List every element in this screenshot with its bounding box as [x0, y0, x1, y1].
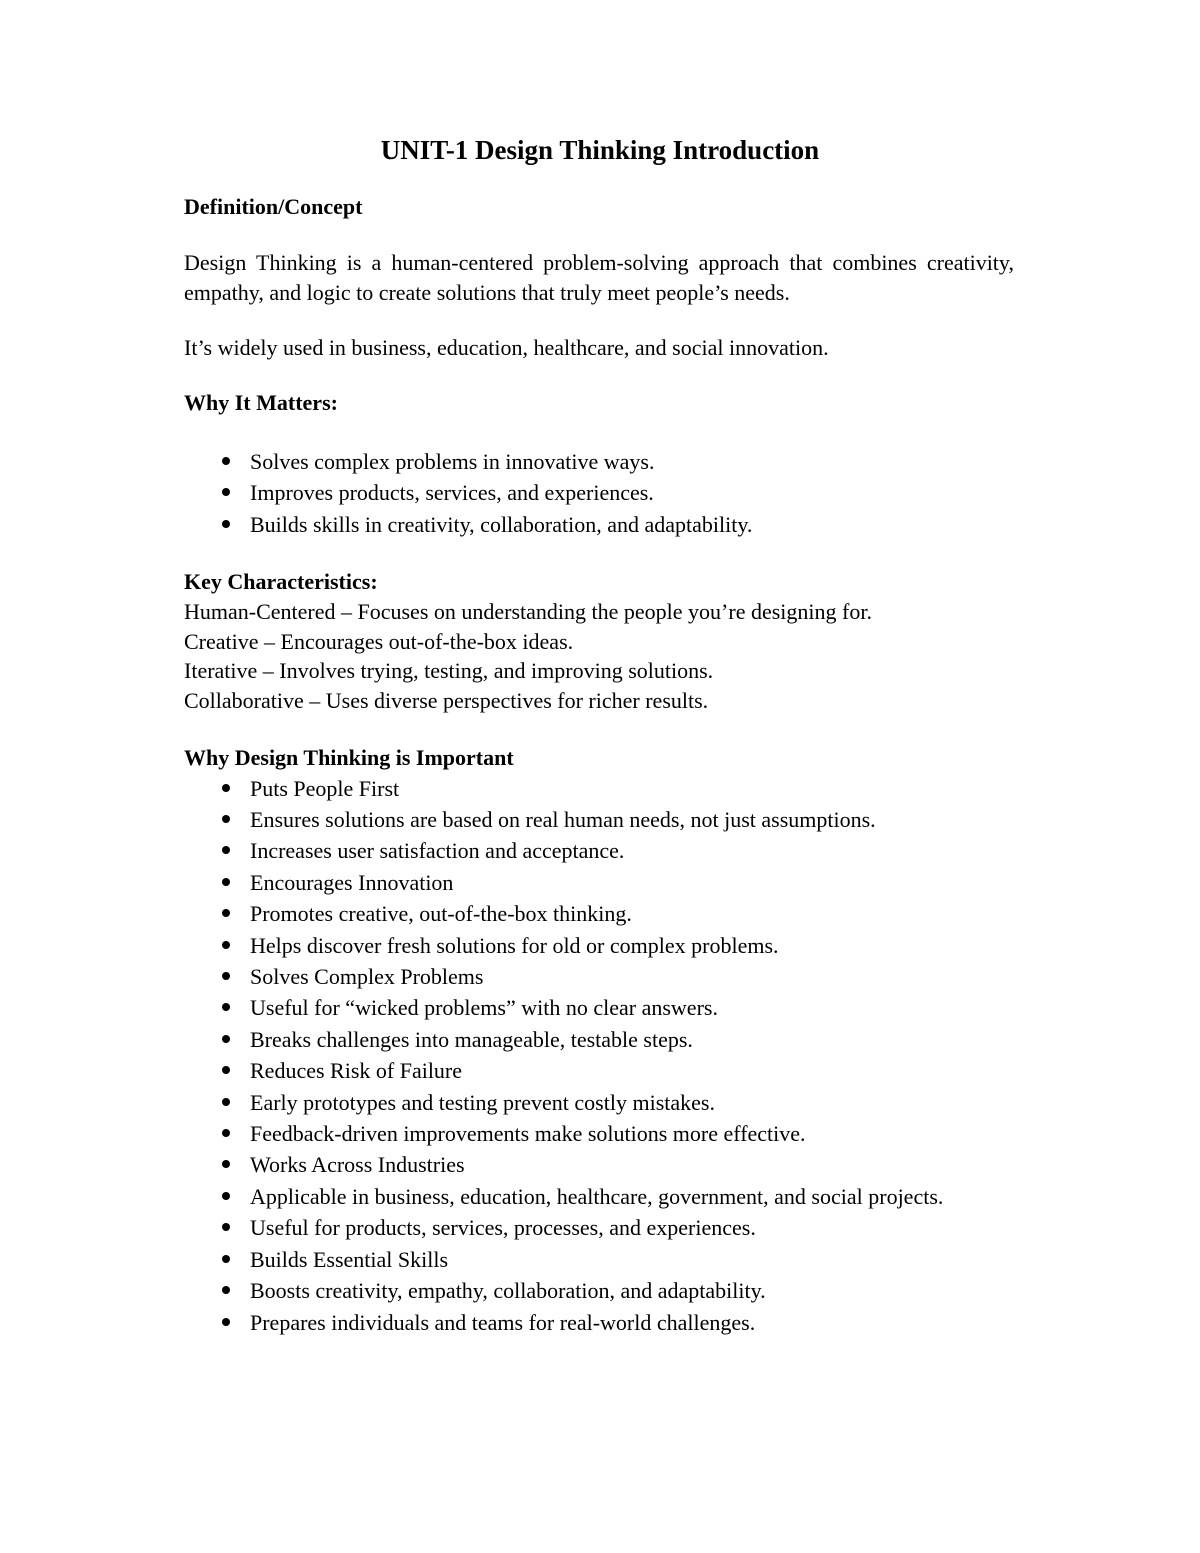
definition-heading: Definition/Concept: [184, 194, 363, 219]
list-item: Encourages Innovation: [184, 867, 1014, 898]
usage-paragraph: It’s widely used in business, education, healthcare, and social innovation.: [184, 335, 829, 360]
bullet-icon: [222, 846, 230, 854]
list-item: Reduces Risk of Failure: [184, 1055, 1014, 1086]
document-body: [184, 192, 1014, 1338]
bullet-icon: [222, 1255, 230, 1263]
list-item: Builds Essential Skills: [184, 1244, 1014, 1275]
list-item: Applicable in business, education, healthcare, government, and social projects.: [184, 1181, 1014, 1212]
bullet-icon: [222, 784, 230, 792]
bullet-icon: [222, 1223, 230, 1231]
bullet-icon: [222, 972, 230, 980]
list-item: Works Across Industries: [184, 1149, 1014, 1180]
list-item: Useful for products, services, processes, and experiences.: [184, 1212, 1014, 1243]
list-item: Puts People First: [184, 773, 1014, 804]
bullet-icon: [222, 1035, 230, 1043]
list-item: Improves products, services, and experiences.: [184, 477, 1014, 508]
list-item: Boosts creativity, empathy, collaboration, and adaptability.: [184, 1275, 1014, 1306]
bullet-icon: [222, 909, 230, 917]
list-item: Prepares individuals and teams for real-world challenges.: [184, 1307, 1014, 1338]
list-item: Solves complex problems in innovative ways.: [184, 446, 1014, 477]
document-title: UNIT-1 Design Thinking Introduction: [380, 135, 820, 165]
importance-list: [184, 773, 1014, 1338]
bullet-icon: [222, 1003, 230, 1011]
characteristic-line: Collaborative – Uses diverse perspectives for richer results.: [184, 688, 709, 713]
list-item: Early prototypes and testing prevent costly mistakes.: [184, 1087, 1014, 1118]
why-it-matters-list: [184, 446, 1014, 540]
bullet-icon: [222, 488, 230, 496]
bullet-icon: [222, 1318, 230, 1326]
list-item: Solves Complex Problems: [184, 961, 1014, 992]
list-item: Increases user satisfaction and acceptance.: [184, 835, 1014, 866]
bullet-icon: [222, 1066, 230, 1074]
bullet-icon: [222, 1129, 230, 1137]
characteristic-line: Iterative – Involves trying, testing, and improving solutions.: [184, 658, 714, 684]
list-item: Useful for “wicked problems” with no clear answers.: [184, 992, 1014, 1023]
characteristic-line: Human-Centered – Focuses on understanding the people you’re designing for.: [184, 599, 872, 625]
bullet-icon: [222, 941, 230, 949]
list-item: Promotes creative, out-of-the-box thinking.: [184, 898, 1014, 929]
bullet-icon: [222, 1098, 230, 1106]
bullet-icon: [222, 1192, 230, 1200]
characteristic-line: Creative – Encourages out-of-the-box ideas.: [184, 628, 574, 654]
bullet-icon: [222, 1160, 230, 1168]
list-item: Feedback-driven improvements make solutions more effective.: [184, 1118, 1014, 1149]
why-it-matters-heading: Why It Matters:: [184, 390, 338, 415]
bullet-icon: [222, 520, 230, 528]
bullet-icon: [222, 457, 230, 465]
key-characteristics-heading: Key Characteristics:: [184, 569, 378, 595]
list-item: Breaks challenges into manageable, testable steps.: [184, 1024, 1014, 1055]
list-item: Ensures solutions are based on real human needs, not just assumptions.: [184, 804, 1014, 835]
bullet-icon: [222, 1286, 230, 1294]
importance-heading: Why Design Thinking is Important: [184, 744, 514, 770]
definition-paragraph: Design Thinking is a human-centered problem-solving approach that combines creativity, empathy, and logic to create solutions that truly meet people’s needs.: [184, 250, 1014, 305]
bullet-icon: [222, 878, 230, 886]
list-item: Builds skills in creativity, collaboration, and adaptability.: [184, 509, 1014, 540]
list-item: Helps discover fresh solutions for old or complex problems.: [184, 930, 1014, 961]
bullet-icon: [222, 815, 230, 823]
